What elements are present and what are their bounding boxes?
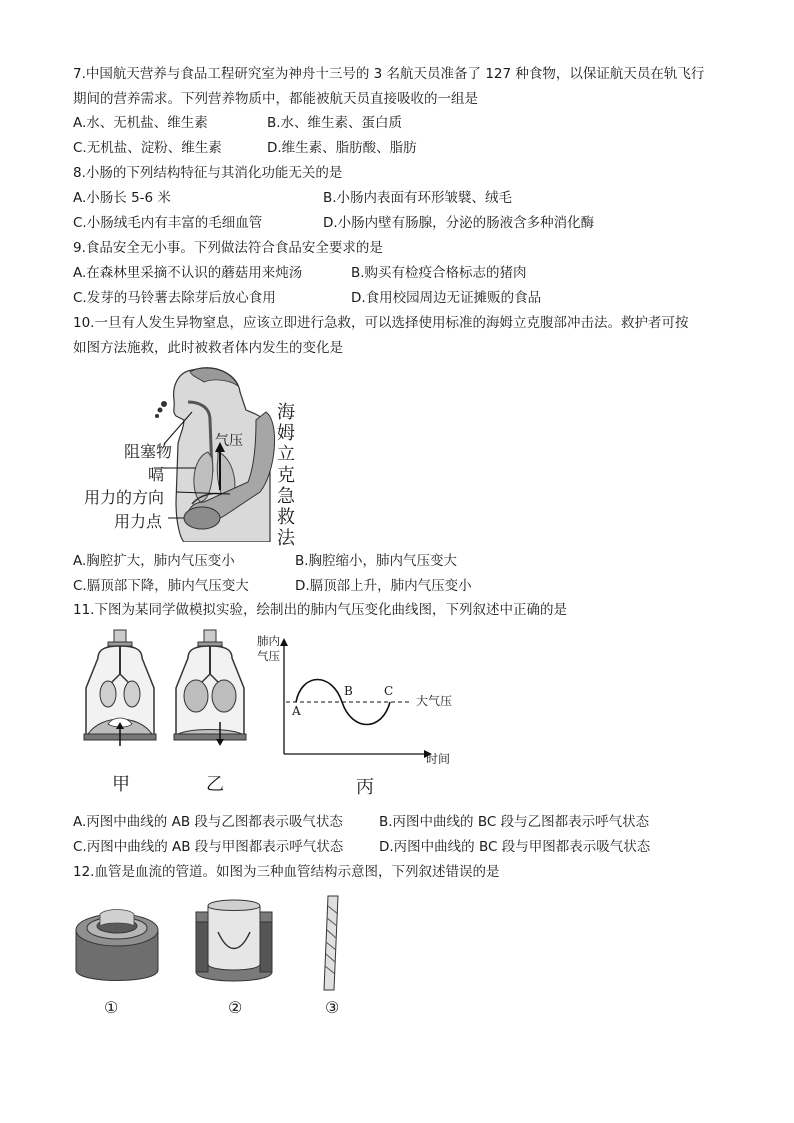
q7-stem-line2: 期间的营养需求。下列营养物质中，都能被航天员直接吸收的一组是	[73, 91, 478, 107]
heimlich-vertical-title	[276, 402, 296, 549]
vertical-title-char: 克	[277, 465, 295, 486]
vertical-title-char: 海	[277, 402, 295, 423]
y-axis-label-line1: 肺内	[257, 634, 280, 648]
obstruction-label: 阻塞物	[124, 442, 173, 461]
label-bing: 丙	[356, 777, 374, 798]
atmospheric-pressure-label: 大气压	[416, 694, 453, 708]
q9-stem: 9.食品安全无小事。下列做法符合食品安全要求的是	[73, 240, 383, 256]
q12-stem: 12.血管是血流的管道。如图为三种血管结构示意图，下列叙述错误的是	[73, 864, 500, 880]
q8-option-c: C.小肠绒毛内有丰富的毛细血管	[73, 215, 263, 231]
q7-option-d: D.维生素、脂肪酸、脂肪	[267, 140, 417, 156]
blood-vessel-illustration	[72, 892, 362, 992]
diaphragm-label: 嗝	[148, 465, 165, 484]
y-axis-arrow	[280, 638, 288, 646]
y-axis-label-line2: 气压	[257, 649, 280, 663]
force-direction-label: 用力的方向	[84, 488, 165, 507]
q11-option-b: B.丙图中曲线的 BC 段与乙图都表示呼气状态	[379, 814, 650, 830]
curve-point-b: B	[344, 684, 353, 698]
blood-vessel-figures	[72, 892, 362, 992]
q9-option-d: D.食用校园周边无证摊贩的食品	[351, 290, 542, 306]
pressure-label: 气压	[215, 433, 243, 449]
x-axis-label: 时间	[426, 752, 451, 766]
q11-option-a: A.丙图中曲线的 AB 段与乙图都表示吸气状态	[73, 814, 343, 830]
q9-option-b: B.购买有检疫合格标志的猪肉	[351, 265, 527, 281]
vessel-label-1: ①	[104, 998, 119, 1017]
bell-jar-yi	[174, 630, 246, 746]
bell-jar-jia	[84, 630, 156, 746]
q9-option-a: A.在森林里采摘不认识的蘑菇用来炖汤	[73, 265, 303, 281]
q9-option-c: C.发芽的马铃薯去除芽后放心食用	[73, 290, 276, 306]
q7-stem-line1: 7.中国航天营养与食品工程研究室为神舟十三号的 3 名航天员准备了 127 种食物，以保证航天员在轨飞行	[73, 66, 705, 82]
vertical-title-char: 立	[277, 444, 295, 465]
q7-option-b: B.水、维生素、蛋白质	[267, 115, 403, 131]
vessel-label-3: ③	[325, 998, 340, 1017]
vertical-title-char: 救	[277, 507, 295, 528]
q8-option-d: D.小肠内壁有肠腺，分泌的肠液含多种消化酶	[323, 215, 595, 231]
q10-option-c: C.膈顶部下降，肺内气压变大	[73, 578, 249, 594]
vertical-title-char: 法	[277, 528, 295, 549]
q11-stem: 11.下图为某同学做模拟实验，绘制出的肺内气压变化曲线图，下列叙述中正确的是	[73, 602, 567, 618]
vessel-3-capillary	[324, 896, 338, 990]
q10-option-b: B.胸腔缩小，肺内气压变大	[295, 553, 458, 569]
curve-point-c: C	[384, 684, 394, 698]
label-yi: 乙	[206, 774, 224, 795]
q10-option-a: A.胸腔扩大，肺内气压变小	[73, 553, 235, 569]
q8-stem: 8.小肠的下列结构特征与其消化功能无关的是	[73, 165, 343, 181]
pressure-curve-chart	[240, 632, 470, 772]
q7-option-a: A.水、无机盐、维生素	[73, 115, 208, 131]
q8-option-a: A.小肠长 5-6 米	[73, 190, 171, 206]
q8-option-b: B.小肠内表面有环形皱襞、绒毛	[323, 190, 513, 206]
vertical-title-char: 姆	[277, 423, 295, 444]
label-jia: 甲	[112, 774, 130, 795]
q7-option-c: C.无机盐、淀粉、维生素	[73, 140, 222, 156]
q10-stem-line1: 10.一旦有人发生异物窒息，应该立即进行急救，可以选择使用标准的海姆立克腹部冲击法。救护者可按	[73, 315, 689, 331]
vessel-2-vein	[196, 900, 272, 981]
q11-option-d: D.丙图中曲线的 BC 段与甲图都表示吸气状态	[379, 839, 651, 855]
q11-option-c: C.丙图中曲线的 AB 段与甲图都表示呼气状态	[73, 839, 344, 855]
force-point-label: 用力点	[114, 512, 163, 531]
q10-option-d: D.膈顶部上升，肺内气压变小	[295, 578, 472, 594]
vertical-title-char: 急	[277, 486, 295, 507]
q10-stem-line2: 如图方法施救，此时被救者体内发生的变化是	[73, 340, 343, 356]
vessel-label-2: ②	[228, 998, 243, 1017]
curve-point-a: A	[292, 704, 301, 718]
vessel-1-artery	[76, 910, 158, 981]
